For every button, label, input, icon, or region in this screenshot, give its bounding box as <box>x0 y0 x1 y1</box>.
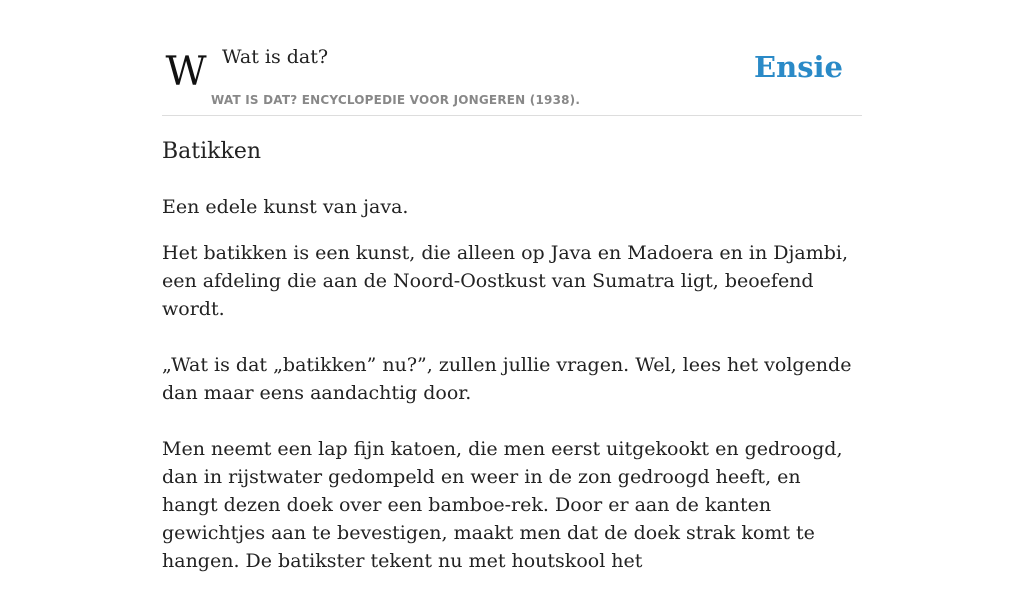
article-paragraph: „Wat is dat „batikken” nu?”, zullen jullie vragen. Wel, lees het volgende dan maar eens aandachtig door. <box>162 354 852 404</box>
brand-logo-link[interactable]: Ensie <box>754 50 843 84</box>
article-paragraph: Men neemt een lap fijn katoen, die men eerst uitgekookt en gedroogd, dan in rijstwater gedompeld en weer in de zon gedroogd heeft, en hangt dezen doek over een bamboe-rek. Door er aan de kanten gewichtjes aan te bevestigen, maakt men dat de doek strak komt te hangen. De batikster tekent nu met houtskool het <box>162 438 843 572</box>
wikisource-w-logo-icon[interactable] <box>164 49 208 95</box>
header <box>162 0 862 116</box>
article-title: Batikken <box>162 139 262 164</box>
book-subtitle: WAT IS DAT? ENCYCLOPEDIE VOOR JONGEREN (1938). <box>211 93 581 107</box>
book-title[interactable]: Wat is dat? <box>222 46 329 68</box>
article-body <box>162 239 862 603</box>
page <box>162 0 862 572</box>
article-intro: Een edele kunst van java. <box>162 196 409 218</box>
article-paragraph: Het batikken is een kunst, die alleen op Java en Madoera en in Djambi, een afdeling die aan de Noord-Oostkust van Sumatra ligt, beoefend wordt. <box>162 242 848 320</box>
svg-text:W: W <box>165 49 207 95</box>
